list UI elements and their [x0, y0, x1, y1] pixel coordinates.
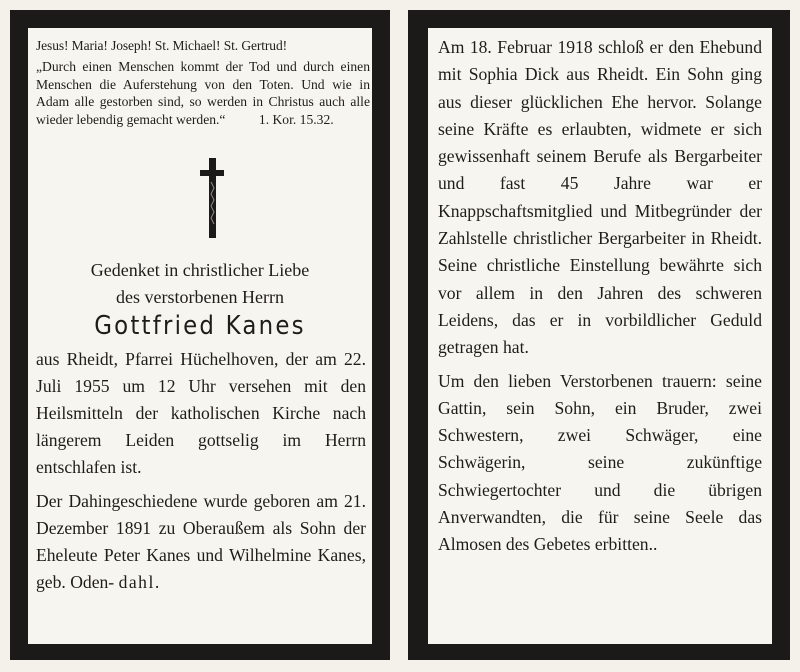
remembrance-heading: [28, 257, 372, 311]
right-card-paper: [428, 28, 772, 644]
death-paragraph: aus Rheidt, Pfarrei Hüchelhoven, der am 22. Juli 1955 um 12 Uhr versehen mit den Heilsmitteln der katholischen Kirche nach längerem Leiden gottselig im Herrn entschlafen ist.: [36, 349, 366, 477]
scripture-reference: 1. Kor. 15.32.: [258, 111, 334, 127]
remembrance-line-2: des verstorbenen Herrn: [116, 287, 284, 307]
right-card-text: [438, 34, 762, 559]
left-card-paper: [28, 28, 372, 644]
mourners-paragraph: Um den lieben Verstorbenen trauern: seine Gattin, sein Sohn, ein Bruder, zwei Schwestern, zwei Schwäger, eine Schwägerin, seine zukünftige Schwiegertochter und die übrigen Anverwandten, die für seine Seele das Almosen des Gebetes erbitten..: [438, 370, 762, 555]
deceased-name: Gottfried Kanes: [94, 311, 306, 341]
scripture-quote: [36, 58, 370, 128]
birth-paragraph-text: Der Dahingeschiedene wurde geboren am 21. Dezember 1891 zu Oberaußem als Sohn der Eheleute Peter Kanes und Wilhelmine Kanes, geb. Oden-: [36, 491, 366, 592]
birth-paragraph-end: dahl.: [118, 572, 161, 592]
scripture-text: „Durch einen Menschen kommt der Tod und durch einen Menschen die Auferstehung von den Toten. Und wie in Adam alle gestorben sind, so werden in Christus auch alle wieder lebendig gemacht werden.“: [36, 59, 370, 127]
biography-text: [36, 346, 366, 596]
invocation-line: Jesus! Maria! Joseph! St. Michael! St. Gertrud!: [36, 38, 287, 53]
right-card: [408, 10, 790, 660]
cross-icon: [200, 158, 224, 238]
life-paragraph: Am 18. Februar 1918 schloß er den Ehebund mit Sophia Dick aus Rheidt. Ein Sohn ging aus dieser glücklichen Ehe hervor. Solange seine Kräfte es erlaubten, widmete er sich gewissenhaft seinem Berufe als Bergarbeiter und fast 45 Jahre war er Knappschaftsmitglied und Mitbegründer der Zahlstelle christlicher Bergarbeiter in Rheidt. Seine christliche Einstellung bewährte sich vor allem in den Jahren des schweren Leidens, das er in vorbildlicher Geduld getragen hat.: [438, 37, 762, 358]
birth-paragraph: [36, 488, 366, 596]
remembrance-line-1: Gedenket in christlicher Liebe: [90, 260, 310, 280]
left-card: [10, 10, 390, 660]
